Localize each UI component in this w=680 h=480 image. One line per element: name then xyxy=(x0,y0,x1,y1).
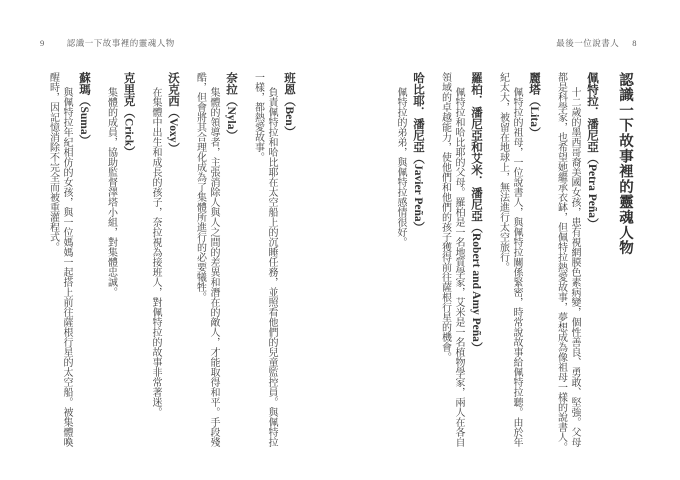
character-name: 克里克（Crick） xyxy=(122,72,135,158)
character-entry-voxy xyxy=(149,72,181,454)
running-head-left xyxy=(40,38,175,49)
character-description: 佩特拉和哈比耶的父母。羅柏是一名地質學家，艾米是一名植物學家，兩人在各自領域的卓越能力，使他們和他們的孩子獲得前往薩根行星的機會。 xyxy=(439,72,464,447)
character-name: 沃克西（Voxy） xyxy=(167,72,179,154)
running-title-right: 最後一位說書人 xyxy=(556,38,620,48)
left-page-text xyxy=(46,72,296,454)
character-entry-javier xyxy=(394,72,426,454)
character-entry-suma xyxy=(46,72,91,454)
character-description: 佩特拉的祖母，一位說書人，與佩特拉關係緊密，時常說故事給佩特拉聽。由於年紀太大，被留在地球上，無法進行太空旅行。 xyxy=(497,72,522,447)
character-entry-lita xyxy=(496,72,541,454)
character-name: 哈比耶．潘尼亞（Javier Peña） xyxy=(412,72,424,234)
character-description: 集體的成員，協助監督澤塔小組，對集體忠誠。 xyxy=(105,87,117,297)
character-description: 集體的領導者，主張消除人與人之間的差異和潛在的敵人，才能取得和平。手段殘酷，但會將其合理化成為了集體所進行的必要犧牲。 xyxy=(194,72,219,447)
right-page-text xyxy=(394,72,639,454)
running-head-right xyxy=(556,38,637,49)
page-right xyxy=(340,0,680,480)
page-number-left: 9 xyxy=(40,38,45,48)
character-name: 佩特拉．潘尼亞（Petra Peña） xyxy=(586,72,598,230)
character-entry-petra xyxy=(554,72,599,454)
character-name: 麗塔（Lita） xyxy=(528,72,540,139)
character-name: 羅柏．潘尼亞和艾米．潘尼亞（Robert and Amy Peña） xyxy=(470,72,482,354)
character-description: 在集體中出生和成長的孩子，奈拉視為接班人，對佩特拉的故事非常著迷。 xyxy=(150,87,161,417)
character-name: 蘇瑪（Suma） xyxy=(78,72,90,147)
character-description: 十二歲的墨西哥裔美國女孩，患有視網膜色素病變，個性善良、勇敢、堅強。父母都是科學家，也希望她繼承衣缽，但佩特拉熱愛故事，夢想成為像祖母一樣的說書人。 xyxy=(555,72,580,452)
character-entry-nyla xyxy=(193,72,238,454)
character-name: 班恩（Ben） xyxy=(283,72,295,138)
running-title-left: 認識一下故事裡的靈魂人物 xyxy=(66,38,175,48)
character-entry-crick xyxy=(104,72,136,454)
character-entry-ben xyxy=(251,72,296,454)
character-description: 負責佩特拉和哈比耶在太空船上的沉睡任務，並照看他們的兒童監控員。與佩特拉一樣，都熱愛故事。 xyxy=(252,72,277,447)
character-entry-robert-amy xyxy=(438,72,483,454)
chapter-title: 認識一下故事裡的靈魂人物 xyxy=(617,72,633,256)
character-description: 佩特拉的弟弟，與佩特拉感情很好。 xyxy=(395,87,406,247)
page-number-right: 8 xyxy=(632,38,637,48)
character-name: 奈拉（Nyla） xyxy=(225,72,237,141)
character-description: 與佩特拉年紀相仿的女孩，與一位媽媽一起搭上前往薩根行星的太空船。被集體喚醒時，因記憶消除不完全而被重灌程式。 xyxy=(47,72,72,447)
